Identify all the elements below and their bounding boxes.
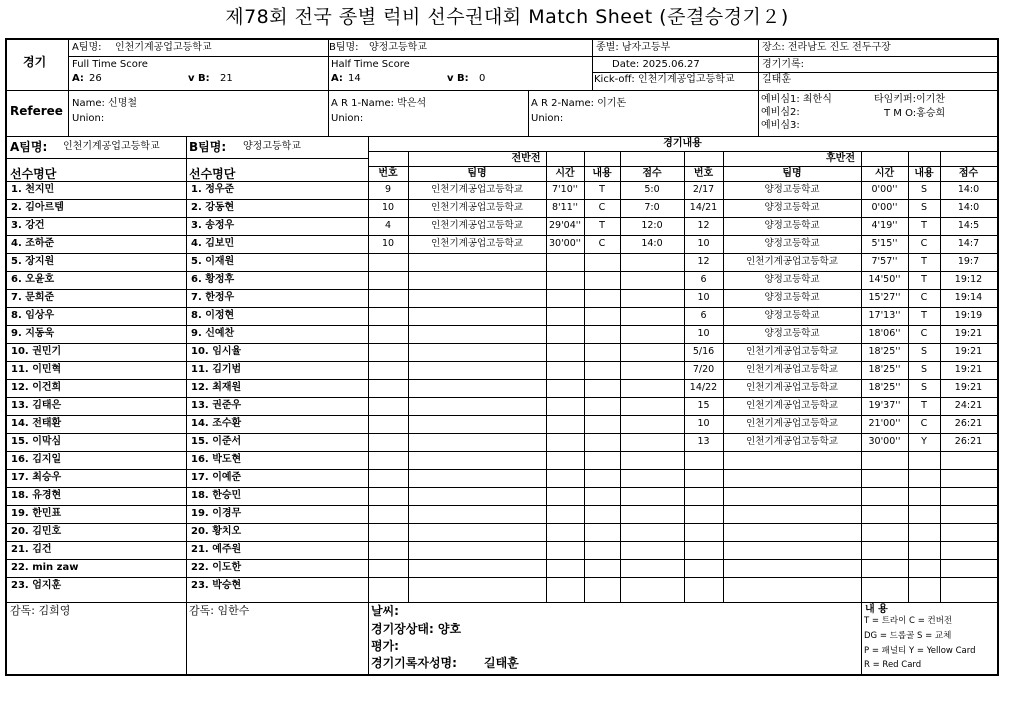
- team-a-label: A팀명:: [72, 42, 102, 53]
- event-type: T: [921, 220, 927, 231]
- col-type-2: 내용: [914, 168, 934, 179]
- half-time-label: Half Time Score: [331, 59, 410, 70]
- referee-name: Name: 신명철: [72, 98, 138, 109]
- event-time: 18'25'': [868, 346, 901, 357]
- event-time: 8'11'': [552, 202, 578, 213]
- event-score: 19:12: [954, 274, 983, 285]
- event-type: T: [921, 274, 927, 285]
- event-time: 30'00'': [548, 238, 581, 249]
- event-type: C: [920, 292, 928, 303]
- match-label: 경기: [23, 55, 47, 69]
- legend-line-2: DG = 드롭골 S = 교체: [864, 631, 952, 641]
- player-b: 16. 박도현: [191, 454, 242, 465]
- event-type: S: [920, 202, 928, 213]
- half-score-a-label: A:: [331, 73, 343, 84]
- event-score: 7:0: [644, 202, 660, 213]
- event-no: 10: [697, 328, 710, 339]
- event-time: 14'50'': [868, 274, 901, 285]
- event-team: 양정고등학교: [764, 202, 820, 213]
- legend-line-3: P = 패널티 Y = Yellow Card: [864, 646, 976, 656]
- event-score: 19:21: [954, 364, 983, 375]
- event-team: 인천기계공업고등학교: [746, 256, 838, 267]
- col-score-2: 점수: [958, 168, 979, 179]
- event-type: T: [599, 220, 605, 231]
- event-time: 7'10'': [552, 184, 578, 195]
- roster-a-label: A팀명:: [10, 140, 48, 154]
- event-time: 21'00'': [868, 418, 901, 429]
- reserve-3: 예비심3:: [761, 120, 800, 131]
- event-type: S: [920, 382, 928, 393]
- event-time: 29'04'': [548, 220, 581, 231]
- division: 종별: 남자고등부: [596, 42, 671, 53]
- event-team: 인천기계공업고등학교: [431, 220, 523, 231]
- event-score: 19:21: [954, 382, 983, 393]
- reserve-2: 예비심2:: [761, 107, 800, 118]
- full-score-b-label: v B:: [188, 73, 210, 84]
- event-time: 18'25'': [868, 364, 901, 375]
- col-no-1: 번호: [378, 168, 398, 179]
- player-b: 23. 박승현: [191, 580, 242, 591]
- match-sheet: [5, 38, 999, 676]
- player-b: 11. 김기범: [191, 364, 242, 375]
- ar2-name: A R 2-Name: 이기돈: [531, 98, 627, 109]
- col-time-2: 시간: [874, 168, 895, 179]
- ar1-name: A R 1-Name: 박은석: [331, 98, 427, 109]
- event-score: 19:19: [954, 310, 983, 321]
- half-score-b-label: v B:: [447, 73, 469, 84]
- event-type: S: [920, 184, 928, 195]
- event-no: 10: [381, 238, 395, 249]
- player-b: 13. 권준우: [191, 400, 242, 411]
- player-b: 2. 강동현: [191, 202, 235, 213]
- event-type: T: [921, 310, 927, 321]
- player-a: 23. 엄지훈: [11, 580, 62, 591]
- event-time: 4'19'': [871, 220, 898, 231]
- player-a: 20. 김민호: [11, 526, 62, 537]
- legend-line-1: T = 트라이 C = 컨버전: [864, 616, 953, 626]
- col-no-2: 번호: [693, 168, 714, 179]
- recorder-sign-label: 경기기록자성명:: [371, 656, 457, 670]
- player-b: 1. 정우준: [191, 184, 235, 195]
- first-half-label: 전반전: [511, 153, 541, 164]
- referee-label: Referee: [10, 104, 63, 118]
- player-a: 19. 한민표: [11, 508, 62, 519]
- referee-info: [7, 90, 997, 136]
- event-no: 2/17: [692, 184, 715, 195]
- col-type-1: 내용: [592, 168, 612, 179]
- half-score-a: 14: [348, 73, 361, 84]
- match-info: [7, 40, 997, 90]
- event-no: 15: [697, 400, 710, 411]
- event-score: 26:21: [954, 436, 983, 447]
- player-a: 15. 이막심: [11, 436, 62, 447]
- event-time: 17'13'': [868, 310, 901, 321]
- col-team-1: 팀명: [467, 168, 487, 179]
- col-time-1: 시간: [555, 168, 575, 179]
- event-type: T: [921, 256, 927, 267]
- player-b: 19. 이경무: [191, 508, 242, 519]
- event-team: 양정고등학교: [764, 220, 820, 231]
- event-time: 19'37'': [868, 400, 901, 411]
- timekeeper: 타임키퍼:이기찬: [874, 94, 945, 105]
- player-b: 3. 송정우: [191, 220, 235, 231]
- event-score: 19:14: [954, 292, 983, 303]
- player-b: 22. 이도한: [191, 562, 242, 573]
- player-b: 8. 이정현: [191, 310, 235, 321]
- event-type: C: [598, 202, 606, 213]
- event-time: 15'27'': [868, 292, 901, 303]
- event-team: 양정고등학교: [764, 310, 820, 321]
- event-team: 양정고등학교: [764, 238, 820, 249]
- event-score: 14:0: [957, 184, 980, 195]
- second-half-label: 후반전: [826, 153, 855, 164]
- player-a: 21. 김건: [11, 544, 52, 555]
- player-b: 15. 이준서: [191, 436, 242, 447]
- event-type: T: [599, 184, 605, 195]
- player-a: 7. 문희준: [11, 292, 55, 303]
- ar1-union: Union:: [331, 113, 364, 124]
- event-no: 12: [697, 220, 710, 231]
- event-team: 인천기계공업고등학교: [431, 184, 523, 195]
- player-a: 1. 천지민: [11, 184, 55, 195]
- ground-condition: 경기장상태: 양호: [371, 622, 462, 636]
- match-date: Date: 2025.06.27: [612, 59, 700, 70]
- event-no: 5/16: [692, 346, 715, 357]
- event-no: 13: [697, 436, 710, 447]
- page-title: 제78회 전국 종별 럭비 선수권대회 Match Sheet (준결승경기２): [225, 6, 789, 28]
- event-no: 6: [700, 310, 707, 321]
- full-score-b: 21: [220, 73, 233, 84]
- col-score-1: 점수: [642, 168, 662, 179]
- rating: 평가:: [371, 639, 399, 653]
- footer: [7, 602, 997, 676]
- player-a: 13. 김태은: [11, 400, 62, 411]
- event-type: C: [920, 328, 928, 339]
- main-table: [7, 136, 997, 602]
- recorder-label: 경기기록:: [762, 59, 805, 70]
- team-a-name: 인천기계공업고등학교: [115, 42, 212, 53]
- player-a: 4. 조하준: [11, 238, 55, 249]
- event-no: 6: [700, 274, 707, 285]
- event-time: 0'00'': [871, 184, 898, 195]
- events-header: 경기내용: [663, 138, 702, 149]
- player-a: 3. 강건: [11, 220, 45, 231]
- event-no: 10: [381, 202, 395, 213]
- player-b: 18. 한승민: [191, 490, 242, 501]
- roster-b-team: 양정고등학교: [243, 141, 301, 152]
- event-no: 10: [697, 238, 710, 249]
- event-score: 14:7: [957, 238, 980, 249]
- event-score: 24:21: [954, 400, 983, 411]
- event-team: 인천기계공업고등학교: [746, 418, 838, 429]
- event-team: 인천기계공업고등학교: [746, 436, 838, 447]
- roster-b-label: B팀명:: [189, 140, 227, 154]
- player-a: 9. 지동욱: [11, 328, 55, 339]
- event-time: 5'15'': [871, 238, 898, 249]
- player-a: 11. 이민혁: [11, 364, 62, 375]
- player-a: 16. 김지일: [11, 454, 62, 465]
- team-b-label: B팀명:: [329, 42, 359, 53]
- player-a: 10. 권민기: [11, 346, 62, 357]
- event-score: 19:21: [954, 346, 983, 357]
- reserve-1: 예비심1: 최한식: [761, 94, 832, 105]
- event-type: C: [598, 238, 606, 249]
- event-type: S: [920, 364, 928, 375]
- event-score: 19:21: [954, 328, 983, 339]
- player-a: 22. min zaw: [11, 562, 79, 573]
- event-time: 30'00'': [868, 436, 901, 447]
- referee-union: Union:: [72, 113, 105, 124]
- legend-title: 내 용: [865, 604, 888, 615]
- player-b: 21. 예주원: [191, 544, 242, 555]
- team-b-name: 양정고등학교: [369, 42, 427, 53]
- roster-a-header: 선수명단: [10, 167, 57, 181]
- event-no: 9: [384, 184, 392, 195]
- event-no: 10: [697, 418, 710, 429]
- event-no: 10: [697, 292, 710, 303]
- event-score: 12:0: [641, 220, 663, 231]
- player-a: 12. 이건희: [11, 382, 62, 393]
- event-score: 5:0: [644, 184, 660, 195]
- event-team: 인천기계공업고등학교: [746, 346, 838, 357]
- event-no: 4: [384, 220, 392, 231]
- venue: 장소: 전라남도 진도 전두구장: [762, 42, 891, 53]
- coach-b: 감독: 임한수: [189, 604, 250, 617]
- player-a: 14. 전태환: [11, 418, 62, 429]
- player-a: 5. 장지원: [11, 256, 55, 267]
- player-b: 17. 이예준: [191, 472, 242, 483]
- player-b: 14. 조수환: [191, 418, 242, 429]
- event-team: 인천기계공업고등학교: [746, 400, 838, 411]
- tmo: T M O:홍승희: [884, 108, 946, 119]
- weather: 날씨:: [371, 604, 399, 618]
- coach-a: 감독: 김희영: [10, 604, 71, 617]
- ar2-union: Union:: [531, 113, 564, 124]
- player-b: 12. 최재원: [191, 382, 242, 393]
- event-team: 인천기계공업고등학교: [746, 364, 838, 375]
- event-no: 14/21: [689, 202, 718, 213]
- event-team: 인천기계공업고등학교: [431, 202, 523, 213]
- event-team: 인천기계공업고등학교: [431, 238, 523, 249]
- player-b: 10. 임시율: [191, 346, 242, 357]
- player-b: 5. 이재원: [191, 256, 235, 267]
- event-no: 12: [697, 256, 710, 267]
- kickoff: Kick-off: 인천기계공업고등학교: [594, 74, 735, 85]
- event-score: 19:7: [957, 256, 980, 267]
- event-type: C: [920, 418, 928, 429]
- full-score-a-label: A:: [72, 73, 84, 84]
- recorder-sign: 길태훈: [484, 656, 519, 670]
- roster-b-header: 선수명단: [189, 167, 236, 181]
- event-score: 14:0: [957, 202, 980, 213]
- legend-line-4: R = Red Card: [864, 660, 922, 670]
- player-b: 7. 한정우: [191, 292, 235, 303]
- event-type: C: [920, 238, 928, 249]
- event-team: 양정고등학교: [764, 328, 820, 339]
- event-no: 14/22: [689, 382, 718, 393]
- event-score: 26:21: [954, 418, 983, 429]
- roster-a-team: 인천기계공업고등학교: [63, 141, 160, 152]
- event-team: 양정고등학교: [764, 292, 820, 303]
- event-score: 14:5: [957, 220, 980, 231]
- player-b: 4. 김보민: [191, 238, 235, 249]
- recorder-name: 길태훈: [762, 74, 791, 85]
- player-b: 9. 신예찬: [191, 328, 235, 339]
- event-time: 18'06'': [868, 328, 901, 339]
- event-type: Y: [921, 436, 927, 447]
- half-score-b: 0: [479, 73, 486, 84]
- player-a: 17. 최승우: [11, 472, 62, 483]
- event-team: 양정고등학교: [764, 184, 820, 195]
- event-time: 0'00'': [871, 202, 898, 213]
- player-a: 6. 오윤호: [11, 274, 55, 285]
- event-time: 7'57'': [871, 256, 898, 267]
- event-team: 양정고등학교: [764, 274, 820, 285]
- event-no: 7/20: [692, 364, 715, 375]
- event-time: 18'25'': [868, 382, 901, 393]
- event-type: T: [921, 400, 927, 411]
- player-a: 2. 김아르템: [11, 202, 64, 213]
- player-a: 18. 유경현: [11, 490, 62, 501]
- event-team: 인천기계공업고등학교: [746, 382, 838, 393]
- full-score-a: 26: [89, 73, 102, 84]
- event-score: 14:0: [641, 238, 663, 249]
- player-b: 6. 황정후: [191, 274, 235, 285]
- full-time-label: Full Time Score: [72, 59, 148, 70]
- player-a: 8. 임상우: [11, 310, 55, 321]
- player-b: 20. 황치오: [191, 526, 242, 537]
- event-type: S: [920, 346, 928, 357]
- col-team-2: 팀명: [782, 168, 802, 179]
